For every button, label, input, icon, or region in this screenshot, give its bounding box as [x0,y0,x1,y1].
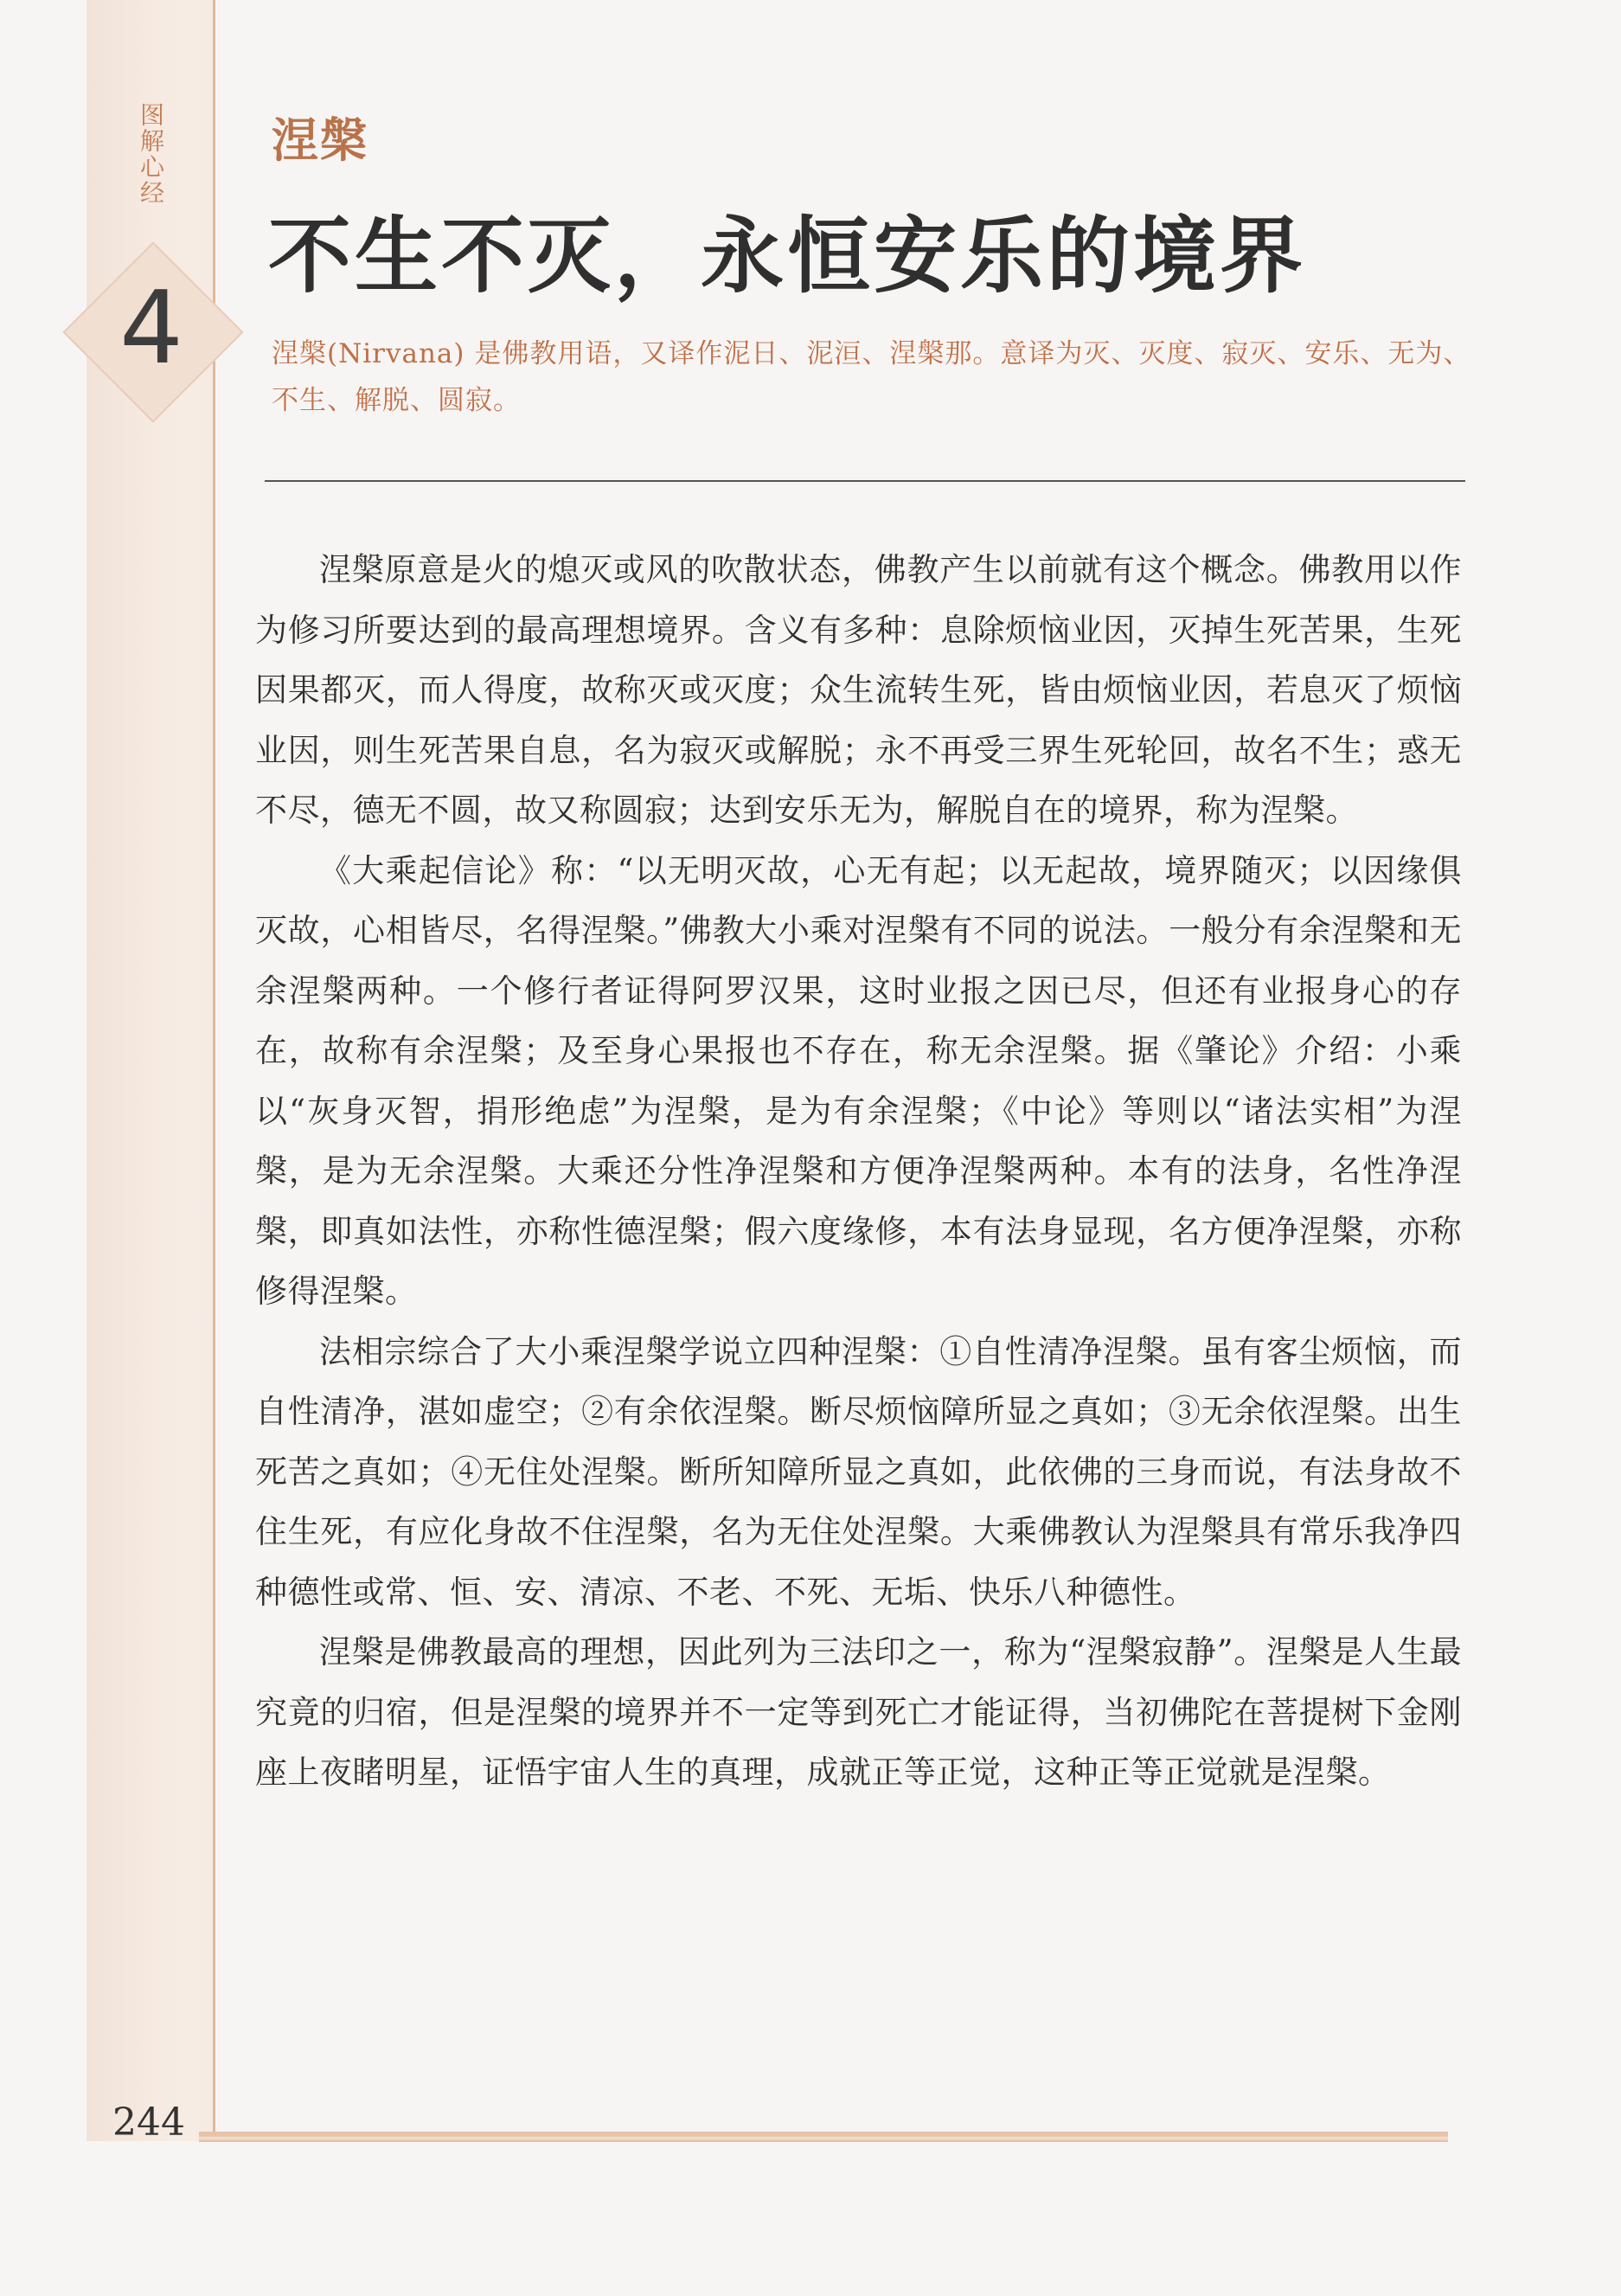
paragraph: 涅槃是佛教最高的理想，因此列为三法印之一，称为“涅槃寂静”。涅槃是人生最究竟的归宿，但是涅槃的境界并不一定等到死亡才能证得，当初佛陀在菩提树下金刚座上夜睹明星，证悟宇宙人生的真理，成就正等正觉，这种正等正觉就是涅槃。 [255,1633,1462,1791]
page-number: 244 [112,2100,185,2145]
section-label: 涅槃 [272,112,368,168]
page-title: 不生不灭，永恒安乐的境界 [268,207,1306,305]
footer-rule [199,2132,1448,2142]
body-text [255,540,1462,1803]
intro-text: 涅槃(Nirvana) 是佛教用语，又译作泥日、泥洹、涅槃那。意译为灭、灭度、寂灭、安乐、无为、不生、解脱、圆寂。 [272,338,1471,416]
paragraph: 涅槃原意是火的熄灭或风的吹散状态，佛教产生以前就有这个概念。佛教用以作为修习所要达到的最高理想境界。含义有多种：息除烦恼业因，灭掉生死苦果，生死因果都灭，而人得度，故称灭或灭度；众生流转生死，皆由烦恼业因，若息灭了烦恼业因，则生死苦果自息，名为寂灭或解脱；永不再受三界生死轮回，故名不生；惑无不尽，德无不圆，故又称圆寂；达到安乐无为，解脱自在的境界，称为涅槃。 [255,551,1462,829]
paragraph: 法相宗综合了大小乘涅槃学说立四种涅槃：①自性清净涅槃。虽有客尘烦恼，而自性清净，湛如虚空；②有余依涅槃。断尽烦恼障所显之真如；③无余依涅槃。出生死苦之真如；④无住处涅槃。断所知障所显之真如，此依佛的三身而说，有法身故不住生死，有应化身故不住涅槃，名为无住处涅槃。大乘佛教认为涅槃具有常乐我净四种德性或常、恒、安、清凉、不老、不死、无垢、快乐八种德性。 [255,1332,1462,1611]
book-title: 图解心经 [137,102,165,206]
paragraph: 《大乘起信论》称：“以无明灭故，心无有起；以无起故，境界随灭；以因缘俱灭故，心相皆尽，名得涅槃。”佛教大小乘对涅槃有不同的说法。一般分有余涅槃和无余涅槃两种。一个修行者证得阿罗汉果，这时业报之因已尽，但还有业报身心的存在，故称有余涅槃；及至身心果报也不存在，称无余涅槃。据《肇论》介绍：小乘以“灰身灭智，捐形绝虑”为涅槃，是为有余涅槃；《中论》等则以“诸法实相”为涅槃，是为无余涅槃。大乘还分性净涅槃和方便净涅槃两种。本有的法身，名性净涅槃，即真如法性，亦称性德涅槃；假六度缘修，本有法身显现，名方便净涅槃，亦称修得涅槃。 [255,851,1462,1310]
chapter-number: 4 [119,270,183,387]
divider [265,480,1465,482]
